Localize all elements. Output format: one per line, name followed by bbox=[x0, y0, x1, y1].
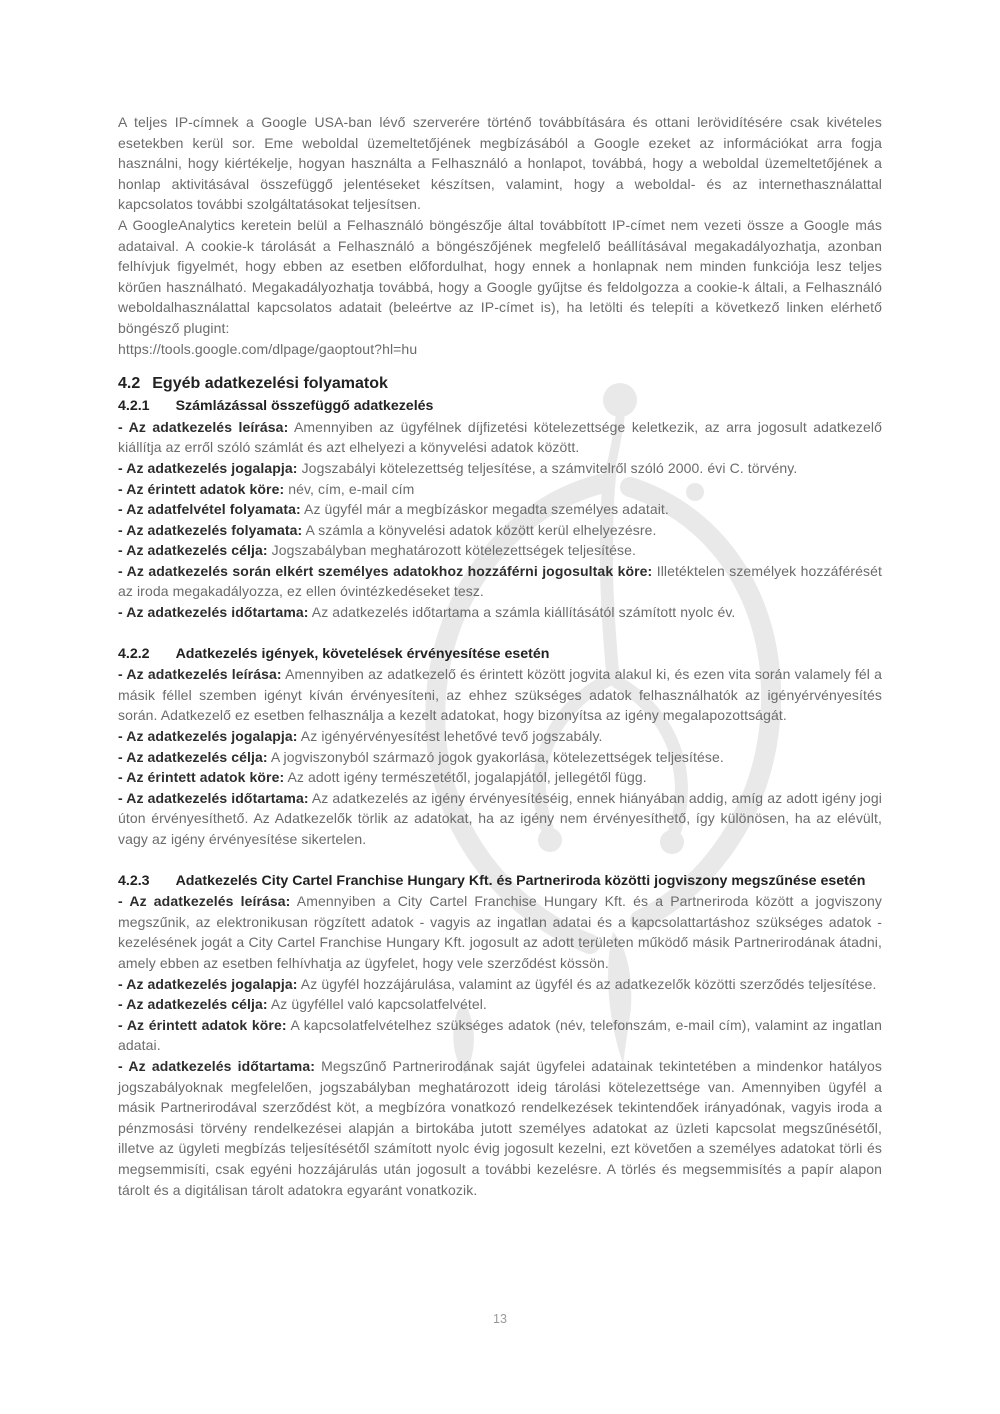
item-text: Megszűnő Partnerirodának saját ügyfelei adatainak tekintetében a mindenkor hatályos jogszabályoknak megfelelően, jogszabályban meghatározott ideig tárolási kötelezettsége van. Amennyiben ügyfél a másik Partnerirodával szerződést köt, a megbízóra vonatkozó rendelkezések tekintendőek irányadónak, vagyis iroda a pénzmosási törvény rendelkezései alapján a birtokába jutott személyes adatokat az üzleti kapcsolat megszűnésétől, illetve az ügyleti megbízás teljesítésétől számított nyolc évig jogosult kezelni, ezt követően a személyes adatokat törli és megsemmisíti, csak egyéni hozzájárulás után jogosult a további kezelésre. A törlés és megsemmisítés a papír alapon tárolt és a digitálisan tárolt adatokra egyaránt vonatkozik. bbox=[118, 1057, 882, 1198]
intro-paragraph-2: A GoogleAnalytics keretein belül a Felhasználó böngészője által továbbított IP-címet nem vezeti össze a Google más adataival. A cookie-k tárolását a Felhasználó a böngészőjének megfelelő beállításával megakadályozhatja, azonban felhívjuk figyelmét, hogy ebben az esetben előfordulhat, hogy ennek a honlapnak nem minden funkciója lesz teljes körűen használható. Megakadályozhatja továbbá, hogy a Google gyűjtse és feldolgozza a cookie-k általi, a Felhasználó weboldalhasználattal kapcsolatos adatait (beleértve az IP-címet is), ha letölti és telepíti a következő linken elérhető böngésző plugint: bbox=[118, 216, 882, 336]
item-label: - Az érintett adatok köre: bbox=[118, 769, 285, 786]
data-item bbox=[118, 540, 882, 561]
subsection-title: Számlázással összefüggő adatkezelés bbox=[175, 398, 434, 415]
data-item bbox=[118, 479, 882, 500]
item-label: - Az adatkezelés leírása: bbox=[118, 418, 289, 435]
section-heading-4-2 bbox=[118, 373, 882, 394]
item-label: - Az adatkezelés célja: bbox=[118, 542, 268, 559]
optout-url-link[interactable]: https://tools.google.com/dlpage/gaoptout?hl=hu bbox=[118, 340, 418, 357]
data-item bbox=[118, 458, 882, 479]
item-text: Az adatkezelés időtartama a számla kiállításától számított nyolc év. bbox=[311, 604, 736, 621]
item-text: Az adatkezelés az igény érvényesítéséig, ennek hiányában addig, amíg az adott igény jogi úton érvényesíthető. Az Adatkezelők törlik az adatokat, ha az igény nem érvényesíthető, így különösen, ha az elévült, vagy az igény érvényesítése sikertelen. bbox=[118, 789, 882, 847]
data-item bbox=[118, 994, 882, 1015]
data-item bbox=[118, 520, 882, 541]
item-label: - Az adatkezelés jogalapja: bbox=[118, 728, 298, 745]
data-item bbox=[118, 726, 882, 747]
data-item bbox=[118, 788, 882, 850]
document-content bbox=[118, 112, 882, 1200]
item-text: Amennyiben az adatkezelő és érintett között jogvita alakul ki, és ezen vita során valamely fél a másik féllel szemben igényt kíván érvényesíteni, az ehhez szükséges adatok felhasználhatók az igényérvényesítés során. Adatkezelő ez esetben felhasználja a kezelt adatokat, hogy bizonyítsa az igény megalapozottságát. bbox=[118, 666, 883, 724]
data-item bbox=[118, 499, 882, 520]
item-text: Jogszabályban meghatározott kötelezettségek teljesítése. bbox=[271, 542, 637, 559]
data-item bbox=[118, 747, 882, 768]
section-number: 4.2 bbox=[118, 375, 141, 393]
subsection-title: Adatkezelés City Cartel Franchise Hungary Kft. és Partneriroda közötti jogviszony megszűnése esetén bbox=[175, 872, 866, 889]
item-text: Az ügyfél hozzájárulása, valamint az ügyfél és az adatkezelők közötti szerződés teljesítése. bbox=[300, 975, 877, 992]
subsection-heading-4-2-1 bbox=[118, 396, 882, 417]
item-label: - Az adatkezelés során elkért személyes adatokhoz hozzáférni jogosultak köre: bbox=[118, 562, 653, 579]
item-text: Illetéktelen személyek hozzáférését az iroda megakadályozza, ez ellen óvintézkedéseket tesz. bbox=[118, 562, 882, 600]
subsection-heading-4-2-2 bbox=[118, 644, 882, 665]
data-item bbox=[118, 767, 882, 788]
item-label: - Az adatkezelés jogalapja: bbox=[118, 975, 298, 992]
data-item bbox=[118, 1056, 882, 1200]
item-label: - Az adatkezelés időtartama: bbox=[118, 789, 309, 806]
intro-paragraph-1: A teljes IP-címnek a Google USA-ban lévő szerverére történő továbbítására és ottani lerövidítésére csak kivételes esetekben kerül sor. Eme weboldal üzemeltetőjének megbízásából a Google ezeket az információkat arra fogja használni, hogy kiértékelje, hogyan használta a Felhasználó a honlapot, továbbá, hogy a weboldal üzemeltetőjének a honlap aktivitásával összefüggő jelentéseket készítsen, valamint, hogy a weboldal- és az internethasználattal kapcsolatos további szolgáltatásokat teljesítsen. bbox=[118, 114, 882, 213]
item-text: A jogviszonyból származó jogok gyakorlása, kötelezettségek teljesítése. bbox=[270, 748, 724, 765]
item-label: - Az adatfelvétel folyamata: bbox=[118, 501, 301, 518]
item-label: - Az érintett adatok köre: bbox=[118, 480, 285, 497]
subsection-number: 4.2.3 bbox=[118, 872, 150, 889]
item-text: név, cím, e-mail cím bbox=[288, 480, 415, 497]
item-text: Az ügyfél már a megbízáskor megadta személyes adatait. bbox=[304, 501, 669, 518]
subsection-title: Adatkezelés igények, követelések érvényesítése esetén bbox=[175, 645, 550, 662]
item-label: - Az adatkezelés célja: bbox=[118, 996, 268, 1013]
item-label: - Az adatkezelés folyamata: bbox=[118, 521, 303, 538]
data-item bbox=[118, 561, 882, 602]
item-text: Jogszabályi kötelezettség teljesítése, a számvitelről szóló 2000. évi C. törvény. bbox=[301, 459, 798, 476]
data-item bbox=[118, 664, 882, 726]
item-label: - Az adatkezelés leírása: bbox=[118, 666, 282, 683]
data-item bbox=[118, 1015, 882, 1056]
item-label: - Az adatkezelés jogalapja: bbox=[118, 459, 298, 476]
item-label: - Az adatkezelés időtartama: bbox=[118, 604, 309, 621]
item-text: Az ügyféllel való kapcsolatfelvétel. bbox=[270, 996, 487, 1013]
data-item bbox=[118, 417, 882, 458]
item-text: Amennyiben az ügyfélnek díjfizetési kötelezettsége keletkezik, az arra jogosult adatkezelő kiállítja az erről szóló számlát és azt elhelyezi a könyvelési adatok között. bbox=[118, 418, 882, 456]
item-text: A számla a könyvelési adatok között kerül elhelyezésre. bbox=[305, 521, 657, 538]
subsection-heading-4-2-3 bbox=[118, 871, 882, 892]
item-label: - Az adatkezelés leírása: bbox=[118, 893, 291, 910]
item-label: - Az érintett adatok köre: bbox=[118, 1016, 287, 1033]
item-text: Amennyiben a City Cartel Franchise Hungary Kft. és a Partneriroda között a jogviszony megszűnik, az elektronikusan rögzített adatok - vagyis az ingatlan adatai és a kapcsolattartáshoz szükséges adatok - kezelésének jogát a City Cartel Franchise Hungary Kft. jogosult az adott területen működő másik Partnerirodának átadni, amely ebben az esetben felhívhatja az ügyfelet, hogy vele szerződést kössön. bbox=[118, 893, 882, 971]
data-item bbox=[118, 891, 882, 973]
page-number: 13 bbox=[493, 1312, 507, 1326]
item-text: A kapcsolatfelvételhez szükséges adatok (név, telefonszám, e-mail cím), valamint az ingatlan adatai. bbox=[118, 1016, 883, 1054]
item-label: - Az adatkezelés időtartama: bbox=[118, 1057, 315, 1074]
subsection-number: 4.2.1 bbox=[118, 398, 150, 415]
item-text: Az adott igény természetétől, jogalapjától, jellegétől függ. bbox=[287, 769, 647, 786]
item-text: Az igényérvényesítést lehetővé tevő jogszabály. bbox=[300, 728, 603, 745]
section-title: Egyéb adatkezelési folyamatok bbox=[152, 375, 388, 393]
data-item bbox=[118, 602, 882, 623]
subsection-number: 4.2.2 bbox=[118, 645, 150, 662]
data-item bbox=[118, 974, 882, 995]
item-label: - Az adatkezelés célja: bbox=[118, 748, 268, 765]
